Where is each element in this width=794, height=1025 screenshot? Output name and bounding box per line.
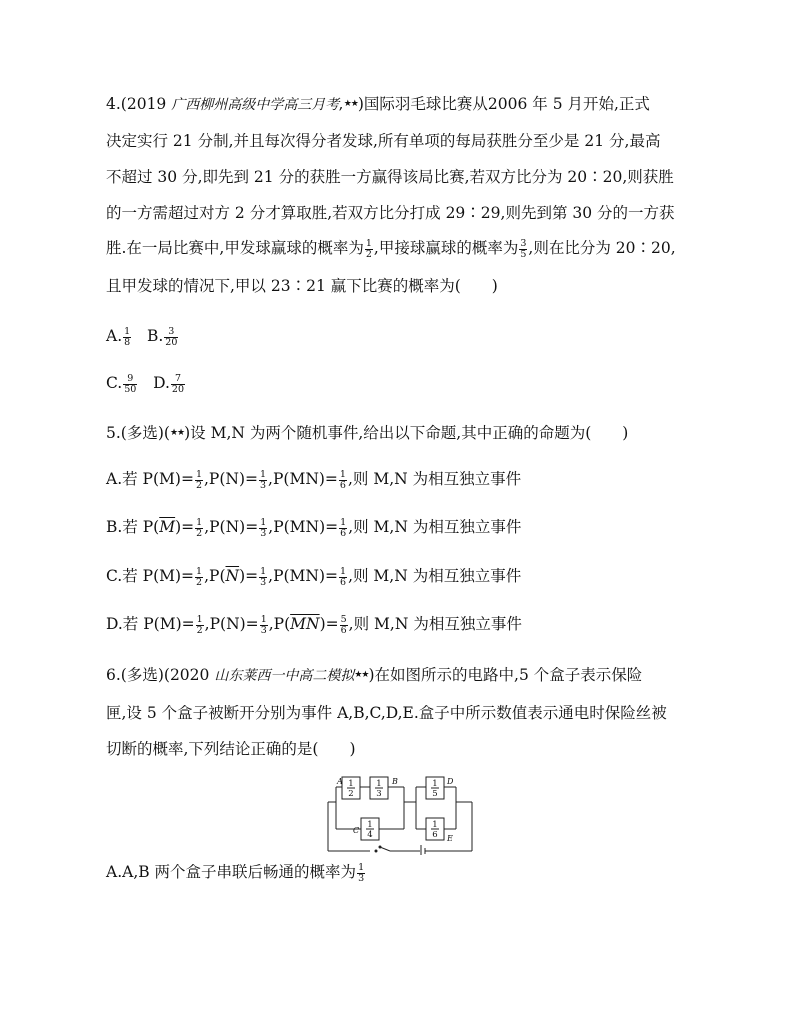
q5-stem-text: )设 M,N 为两个随机事件,给出以下命题,其中正确的命题为( ) — [184, 424, 629, 442]
box-b-den: 3 — [376, 789, 382, 799]
q5-option-a: A.若 P(M)= $\frac{1}{2}$ ,P(N)= $\frac{1}{3}$ ,P(MN)= $\frac{1}{6}$ ,则 M,N 为相互独立事件 — [106, 468, 522, 491]
circuit-diagram — [320, 775, 480, 855]
label-b: B — [392, 777, 398, 786]
q6-source: 山东莱西一中高二模拟 — [214, 668, 355, 684]
option-c-fraction: $\frac{9}{50}$ — [124, 372, 137, 395]
option-d-label: D. — [153, 374, 170, 392]
q6-line1-text: )在如图所示的电路中,5 个盒子表示保险 — [368, 666, 643, 684]
q4-options-ab — [106, 326, 179, 348]
q6-line-3: 切断的概率,下列结论正确的是( ) — [106, 740, 356, 758]
q6-difficulty-stars: ★★ — [354, 670, 369, 680]
box-e-den: 6 — [432, 830, 438, 840]
label-a: A — [337, 777, 343, 786]
q4-line-5 — [106, 238, 676, 260]
q6-tag: (多选)(2020 — [120, 666, 210, 684]
label-d: D — [447, 777, 454, 786]
q4-number: 4. — [106, 95, 121, 113]
q6-number: 6. — [106, 666, 121, 684]
box-d-den: 5 — [432, 789, 438, 799]
label-e: E — [447, 834, 453, 843]
box-a-den: 2 — [348, 789, 354, 799]
fraction: $\frac{1}{2}$ — [365, 237, 372, 260]
q5-option-d: D.若 P(M)= $\frac{1}{2}$ ,P(N)= $\frac{1}{3}$ $,P(\overline{MN})=$ $\frac{5}{6}$ ,则 M,N 为相互独立事件 — [106, 613, 522, 636]
q5-option-b: B.若 $P(\overline{M})=$ $\frac{1}{2}$ ,P(N)= $\frac{1}{3}$ ,P(MN)= $\frac{1}{6}$ ,则 M,N 为相互独立事件 — [106, 516, 522, 539]
option-a-fraction: $\frac{1}{8}$ — [124, 325, 131, 348]
q4-line-1 — [106, 94, 650, 115]
q6-line-1 — [106, 665, 642, 686]
q4-source: 广西柳州高级中学高三月考, — [171, 97, 344, 113]
q4-line1-text: 国际羽毛球比赛从2006 年 5 月开始,正式 — [363, 95, 650, 113]
q4-line-4: 的一方需超过对方 2 分才算取胜,若双方比分打成 29∶29,则先到第 30 分的一方获 — [106, 204, 675, 222]
q6-option-a-text: A.A,B 两个盒子串联后畅通的概率为 — [106, 863, 357, 881]
q4-options-cd — [106, 373, 186, 395]
q5-number: 5. — [106, 424, 121, 442]
option-d-fraction: $\frac{7}{20}$ — [171, 372, 185, 395]
label-c: C — [353, 826, 360, 835]
option-a-label: A. — [106, 327, 123, 345]
box-d-num: 1 — [432, 779, 438, 789]
q4-line5-a: 胜.在一局比赛中,甲发球赢球的概率为 — [106, 239, 364, 257]
q6-option-a-fraction: $\frac{1}{3}$ — [358, 861, 365, 884]
q4-line-6: 且甲发球的情况下,甲以 23∶21 赢下比赛的概率为( ) — [106, 277, 498, 295]
q4-line-2: 决定实行 21 分制,并且每次得分者发球,所有单项的每局获胜分至少是 21 分,最高 — [106, 132, 661, 150]
option-b-label: B. — [146, 327, 164, 345]
q5-difficulty-stars: ★★ — [169, 428, 185, 438]
box-c-num: 1 — [367, 820, 373, 830]
q5-option-c: C.若 P(M)= $\frac{1}{2}$ $,P(\overline{N})=$ $\frac{1}{3}$ ,P(MN)= $\frac{1}{6}$ ,则 M,N 为相互独立事件 — [106, 565, 522, 588]
q4-difficulty-stars: ★★ — [343, 99, 358, 109]
option-b-fraction: $\frac{3}{20}$ — [165, 325, 178, 348]
option-c-label: C. — [106, 374, 123, 392]
box-b-num: 1 — [376, 779, 382, 789]
q4-line5-b: ,甲接球赢球的概率为 — [373, 239, 519, 257]
box-e-num: 1 — [432, 820, 438, 830]
q4-source-close: ) — [357, 95, 364, 113]
q5-tag: (多选)( — [120, 424, 170, 442]
q5-stem — [106, 423, 628, 443]
q6-option-a — [106, 862, 366, 884]
q4-line-3: 不超过 30 分,即先到 21 分的获胜一方赢得该局比赛,若双方比分为 20∶20,则获胜 — [106, 168, 674, 186]
fraction: $\frac{3}{5}$ — [520, 237, 527, 260]
box-a-num: 1 — [348, 779, 354, 789]
box-c-den: 4 — [367, 830, 373, 840]
q6-line-2: 匣,设 5 个盒子被断开分别为事件 A,B,C,D,E.盒子中所示数值表示通电时保险丝被 — [106, 704, 667, 722]
q4-source-open: (2019 — [120, 95, 167, 113]
q4-line5-c: ,则在比分为 20∶20, — [528, 239, 676, 257]
